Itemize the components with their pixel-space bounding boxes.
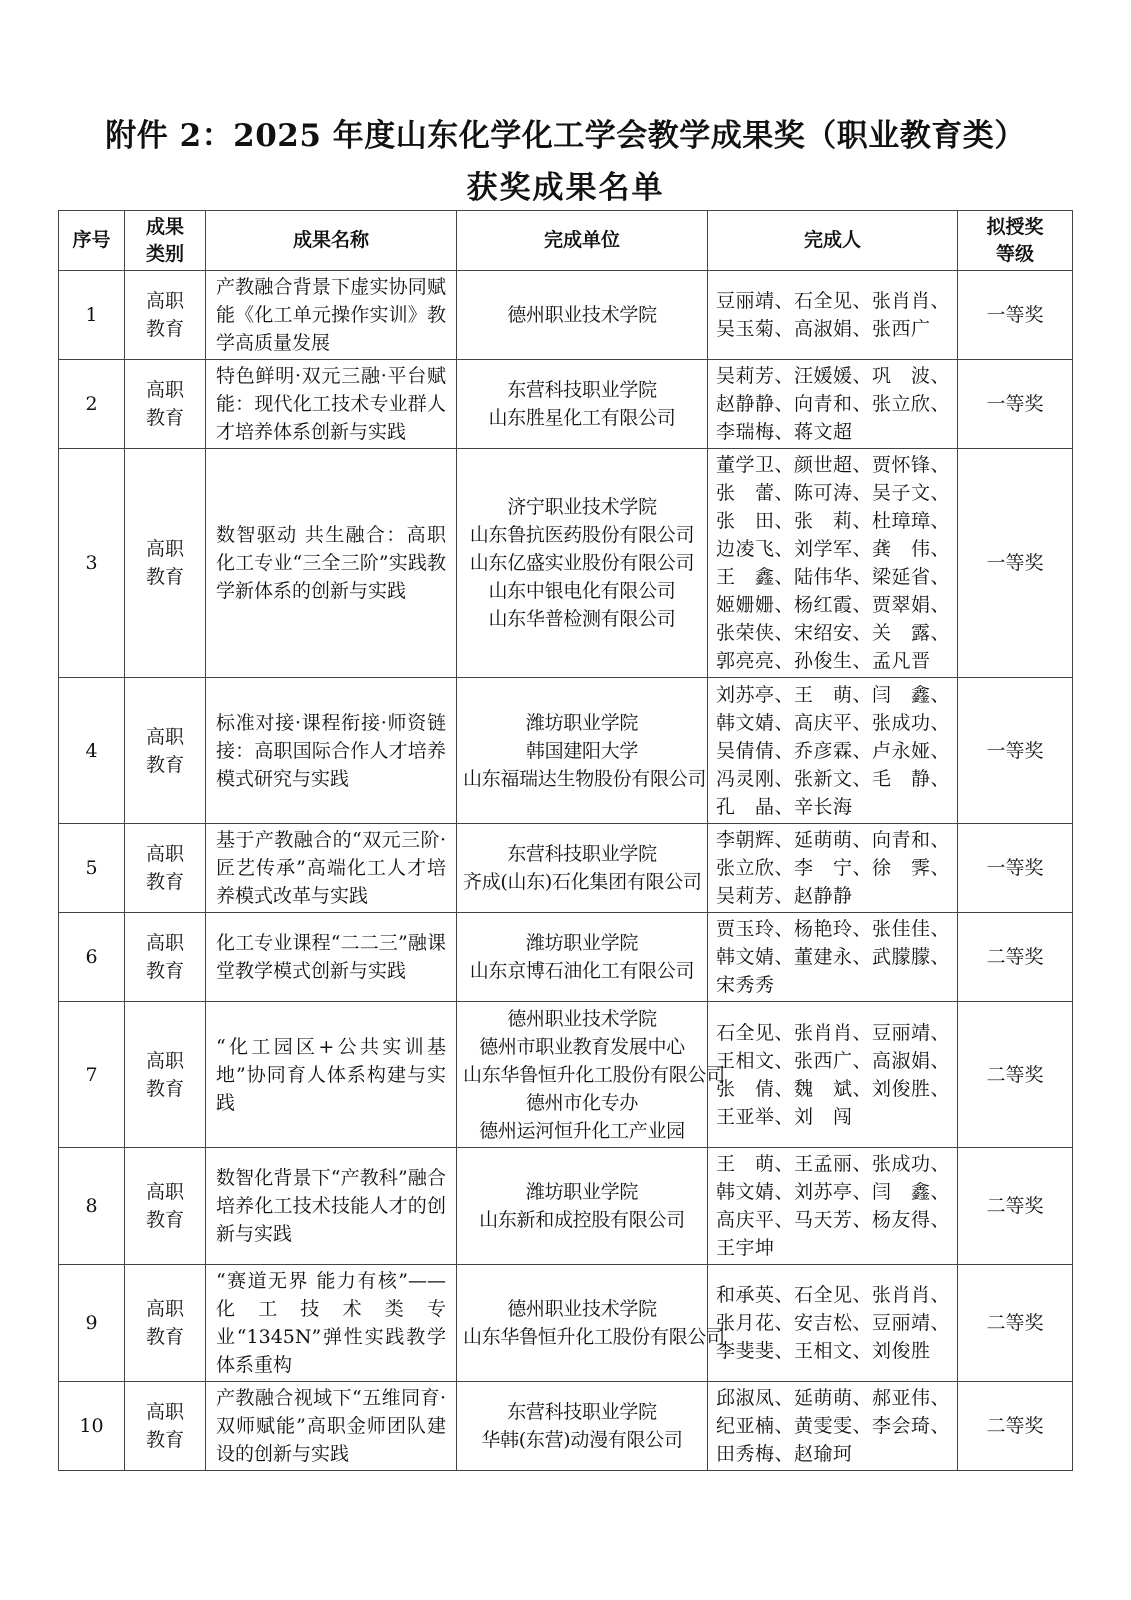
- table-row: [59, 1002, 1073, 1148]
- row-number: 3: [59, 449, 125, 678]
- row-achievement-name: 化工专业课程“二二三”融课堂教学模式创新与实践: [206, 913, 457, 1002]
- row-units: 德州职业技术学院: [457, 271, 708, 360]
- row-award-level: 一等奖: [958, 360, 1073, 449]
- row-achievement-name: 特色鲜明·双元三融·平台赋能：现代化工技术专业群人才培养体系创新与实践: [206, 360, 457, 449]
- row-category: 高职 教育: [125, 913, 206, 1002]
- row-award-level: 一等奖: [958, 824, 1073, 913]
- table-row: [59, 271, 1073, 360]
- row-people: 吴莉芳、汪媛媛、巩 波、 赵静静、向青和、张立欣、 李瑞梅、蒋文超: [708, 360, 958, 449]
- table-row: [59, 824, 1073, 913]
- row-award-level: 二等奖: [958, 1382, 1073, 1471]
- row-award-level: 二等奖: [958, 1265, 1073, 1382]
- row-category: 高职 教育: [125, 1382, 206, 1471]
- row-units: 潍坊职业学院 山东新和成控股有限公司: [457, 1148, 708, 1265]
- row-category: 高职 教育: [125, 824, 206, 913]
- header-no: 序号: [59, 211, 125, 271]
- row-achievement-name: 数智驱动 共生融合：高职化工专业“三全三阶”实践教学新体系的创新与实践: [206, 449, 457, 678]
- row-achievement-name: “赛道无界 能力有核”——化工技术类专业“1345N”弹性实践教学体系重构: [206, 1265, 457, 1382]
- row-people: 豆丽靖、石全见、张肖肖、 吴玉菊、高淑娟、张西广: [708, 271, 958, 360]
- row-category: 高职 教育: [125, 360, 206, 449]
- row-people: 和承英、石全见、张肖肖、 张月花、安吉松、豆丽靖、 李斐斐、王相文、刘俊胜: [708, 1265, 958, 1382]
- row-category: 高职 教育: [125, 449, 206, 678]
- table-header-row: [59, 211, 1073, 271]
- row-number: 4: [59, 678, 125, 824]
- table-body: [59, 271, 1073, 1471]
- row-achievement-name: 标准对接·课程衔接·师资链接：高职国际合作人才培养模式研究与实践: [206, 678, 457, 824]
- row-units: 东营科技职业学院 华韩(东营)动漫有限公司: [457, 1382, 708, 1471]
- row-people: 李朝辉、延萌萌、向青和、 张立欣、李 宁、徐 霁、 吴莉芳、赵静静: [708, 824, 958, 913]
- row-number: 6: [59, 913, 125, 1002]
- row-units: 东营科技职业学院 山东胜星化工有限公司: [457, 360, 708, 449]
- row-award-level: 一等奖: [958, 678, 1073, 824]
- table-row: [59, 449, 1073, 678]
- header-unit: 完成单位: [457, 211, 708, 271]
- row-award-level: 二等奖: [958, 1002, 1073, 1148]
- table-row: [59, 360, 1073, 449]
- row-number: 1: [59, 271, 125, 360]
- header-level: 拟授奖 等级: [958, 211, 1073, 271]
- row-category: 高职 教育: [125, 271, 206, 360]
- row-award-level: 一等奖: [958, 271, 1073, 360]
- row-units: 德州职业技术学院 山东华鲁恒升化工股份有限公司: [457, 1265, 708, 1382]
- table-row: [59, 678, 1073, 824]
- row-people: 贾玉玲、杨艳玲、张佳佳、 韩文婧、董建永、武朦朦、 宋秀秀: [708, 913, 958, 1002]
- row-units: 东营科技职业学院 齐成(山东)石化集团有限公司: [457, 824, 708, 913]
- row-number: 8: [59, 1148, 125, 1265]
- row-people: 刘苏亭、王 萌、闫 鑫、 韩文婧、高庆平、张成功、 吴倩倩、乔彦霖、卢永娅、 冯灵刚、张新文、毛 静、 孔 晶、辛长海: [708, 678, 958, 824]
- row-number: 10: [59, 1382, 125, 1471]
- row-achievement-name: 数智化背景下“产教科”融合培养化工技术技能人才的创新与实践: [206, 1148, 457, 1265]
- table-row: [59, 1265, 1073, 1382]
- row-units: 济宁职业技术学院 山东鲁抗医药股份有限公司 山东亿盛实业股份有限公司 山东中银电化有限公司 山东华普检测有限公司: [457, 449, 708, 678]
- row-award-level: 一等奖: [958, 449, 1073, 678]
- row-people: 王 萌、王孟丽、张成功、 韩文婧、刘苏亭、闫 鑫、 高庆平、马天芳、杨友得、 王宇坤: [708, 1148, 958, 1265]
- row-category: 高职 教育: [125, 1002, 206, 1148]
- row-category: 高职 教育: [125, 1148, 206, 1265]
- document-subtitle: 获奖成果名单: [466, 170, 665, 206]
- document-title: 附件 2：2025 年度山东化学化工学会教学成果奖（职业教育类）: [105, 118, 1026, 154]
- row-achievement-name: 基于产教融合的“双元三阶·匠艺传承”高端化工人才培养模式改革与实践: [206, 824, 457, 913]
- award-table: [58, 210, 1073, 1471]
- header-people: 完成人: [708, 211, 958, 271]
- row-units: 潍坊职业学院 山东京博石油化工有限公司: [457, 913, 708, 1002]
- row-number: 9: [59, 1265, 125, 1382]
- row-units: 潍坊职业学院 韩国建阳大学 山东福瑞达生物股份有限公司: [457, 678, 708, 824]
- row-achievement-name: 产教融合背景下虚实协同赋能《化工单元操作实训》教学高质量发展: [206, 271, 457, 360]
- row-award-level: 二等奖: [958, 1148, 1073, 1265]
- row-achievement-name: 产教融合视域下“五维同育·双师赋能”高职金师团队建设的创新与实践: [206, 1382, 457, 1471]
- row-number: 7: [59, 1002, 125, 1148]
- row-people: 邱淑凤、延萌萌、郝亚伟、 纪亚楠、黄雯雯、李会琦、 田秀梅、赵瑜珂: [708, 1382, 958, 1471]
- row-category: 高职 教育: [125, 678, 206, 824]
- row-people: 董学卫、颜世超、贾怀锋、 张 蕾、陈可涛、吴子文、 张 田、张 莉、杜璋璋、 边凌飞、刘学军、龚 伟、 王 鑫、陆伟华、梁延省、 姬姗姗、杨红霞、贾翠娟、 张荣侠、宋绍安、关 露、 郭亮亮、孙俊生、孟凡晋: [708, 449, 958, 678]
- row-number: 5: [59, 824, 125, 913]
- row-award-level: 二等奖: [958, 913, 1073, 1002]
- row-achievement-name: “化工园区+公共实训基地”协同育人体系构建与实践: [206, 1002, 457, 1148]
- header-category: 成果 类别: [125, 211, 206, 271]
- row-number: 2: [59, 360, 125, 449]
- header-name: 成果名称: [206, 211, 457, 271]
- row-category: 高职 教育: [125, 1265, 206, 1382]
- table-row: [59, 1382, 1073, 1471]
- row-units: 德州职业技术学院 德州市职业教育发展中心 山东华鲁恒升化工股份有限公司 德州市化专办 德州运河恒升化工产业园: [457, 1002, 708, 1148]
- table-row: [59, 1148, 1073, 1265]
- table-row: [59, 913, 1073, 1002]
- row-people: 石全见、张肖肖、豆丽靖、 王相文、张西广、高淑娟、 张 倩、魏 斌、刘俊胜、 王亚举、刘 闯: [708, 1002, 958, 1148]
